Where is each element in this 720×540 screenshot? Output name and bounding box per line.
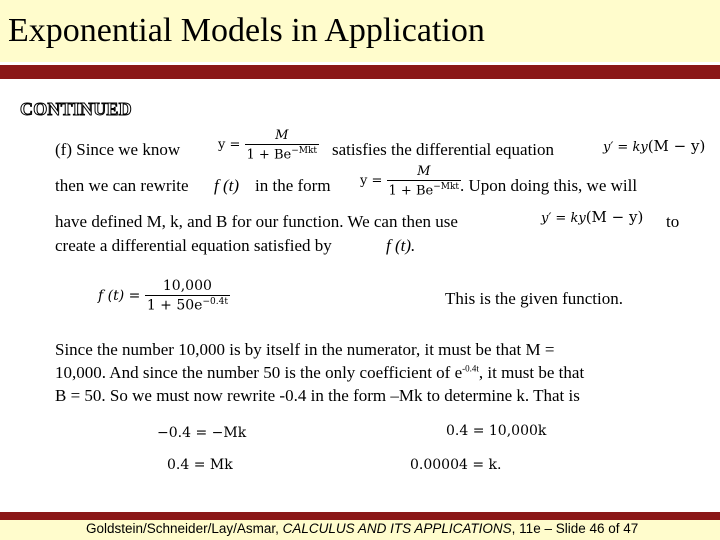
- formula-de-lhs: y′ = ky: [603, 140, 648, 155]
- section-heading: CONTINUED: [20, 99, 132, 119]
- equation-left-1: −0.4 = −Mk: [157, 425, 247, 441]
- formula-fraction: [245, 128, 320, 162]
- paragraph-line-3: B = 50. So we must now rewrite -0.4 in the form –Mk to determine k. That is: [55, 386, 580, 405]
- equation-right-1: 0.4 = 10,000k: [446, 423, 547, 439]
- paragraph-line-1: Since the number 10,000 is by itself in the numerator, it must be that M =: [55, 340, 555, 359]
- formula-y-eq: y =: [218, 137, 241, 153]
- formula-differential-eq-1: [603, 137, 705, 155]
- formula-fraction: [145, 278, 230, 314]
- footer-authors: Goldstein/Schneider/Lay/Asmar,: [86, 521, 283, 536]
- paragraph-line-2: [55, 363, 584, 383]
- line2-function: f (t): [214, 176, 240, 195]
- formula-f-lhs: f (t) =: [98, 287, 141, 304]
- formula-numerator: M: [417, 164, 431, 179]
- line4-text-a: create a differential equation satisfied by: [55, 236, 332, 255]
- formula-logistic-2: [360, 164, 461, 198]
- paragraph-line-2-b: , it must be that: [478, 363, 585, 382]
- equation-left-2: 0.4 = Mk: [167, 457, 233, 473]
- slide-title: Exponential Models in Application: [8, 12, 485, 49]
- formula-logistic-1: [218, 128, 319, 162]
- formula-de-lhs: y′ = ky: [541, 211, 586, 226]
- line2-text-b: in the form: [255, 176, 331, 195]
- footer-rule: [0, 512, 720, 520]
- title-rule: [0, 65, 720, 79]
- paragraph-exponent: -0.4t: [462, 363, 479, 374]
- slide-footer: [86, 521, 638, 536]
- formula-fraction: [387, 164, 462, 198]
- formula-denominator: 1 + 50e: [146, 297, 203, 314]
- paragraph-line-2-a: 10,000. And since the number 50 is the only coefficient of e: [55, 363, 463, 382]
- formula-denominator: 1 + Be: [388, 183, 434, 199]
- formula-y-eq: y =: [360, 173, 383, 189]
- line1-text-a: (f) Since we know: [55, 140, 181, 159]
- line3-text-b: to: [666, 212, 680, 231]
- line2-text-c: . Upon doing this, we will: [460, 176, 638, 195]
- formula-exponent: −0.4t: [202, 297, 228, 307]
- formula-denominator: 1 + Be: [246, 147, 292, 163]
- formula-given-function: [98, 278, 230, 314]
- line4-function: f (t).: [386, 236, 416, 255]
- equation-right-2: 0.00004 = k.: [410, 457, 502, 473]
- formula-exponent: −Mkt: [291, 146, 318, 156]
- formula-de-paren: (M − y): [647, 137, 706, 155]
- formula-exponent: −Mkt: [433, 182, 460, 192]
- footer-book-title: CALCULUS AND ITS APPLICATIONS: [282, 521, 512, 536]
- line3-text-a: have defined M, k, and B for our function. We can then use: [55, 212, 458, 231]
- line2-text-a: then we can rewrite: [55, 176, 189, 195]
- given-function-note: This is the given function.: [445, 289, 624, 308]
- footer-slide-number: , 11e – Slide 46 of 47: [511, 521, 639, 536]
- formula-numerator: 10,000: [145, 278, 230, 296]
- formula-numerator: M: [275, 128, 289, 143]
- formula-de-paren: (M − y): [585, 208, 644, 226]
- formula-differential-eq-2: [541, 208, 643, 226]
- line1-text-b: satisfies the differential equation: [332, 140, 555, 159]
